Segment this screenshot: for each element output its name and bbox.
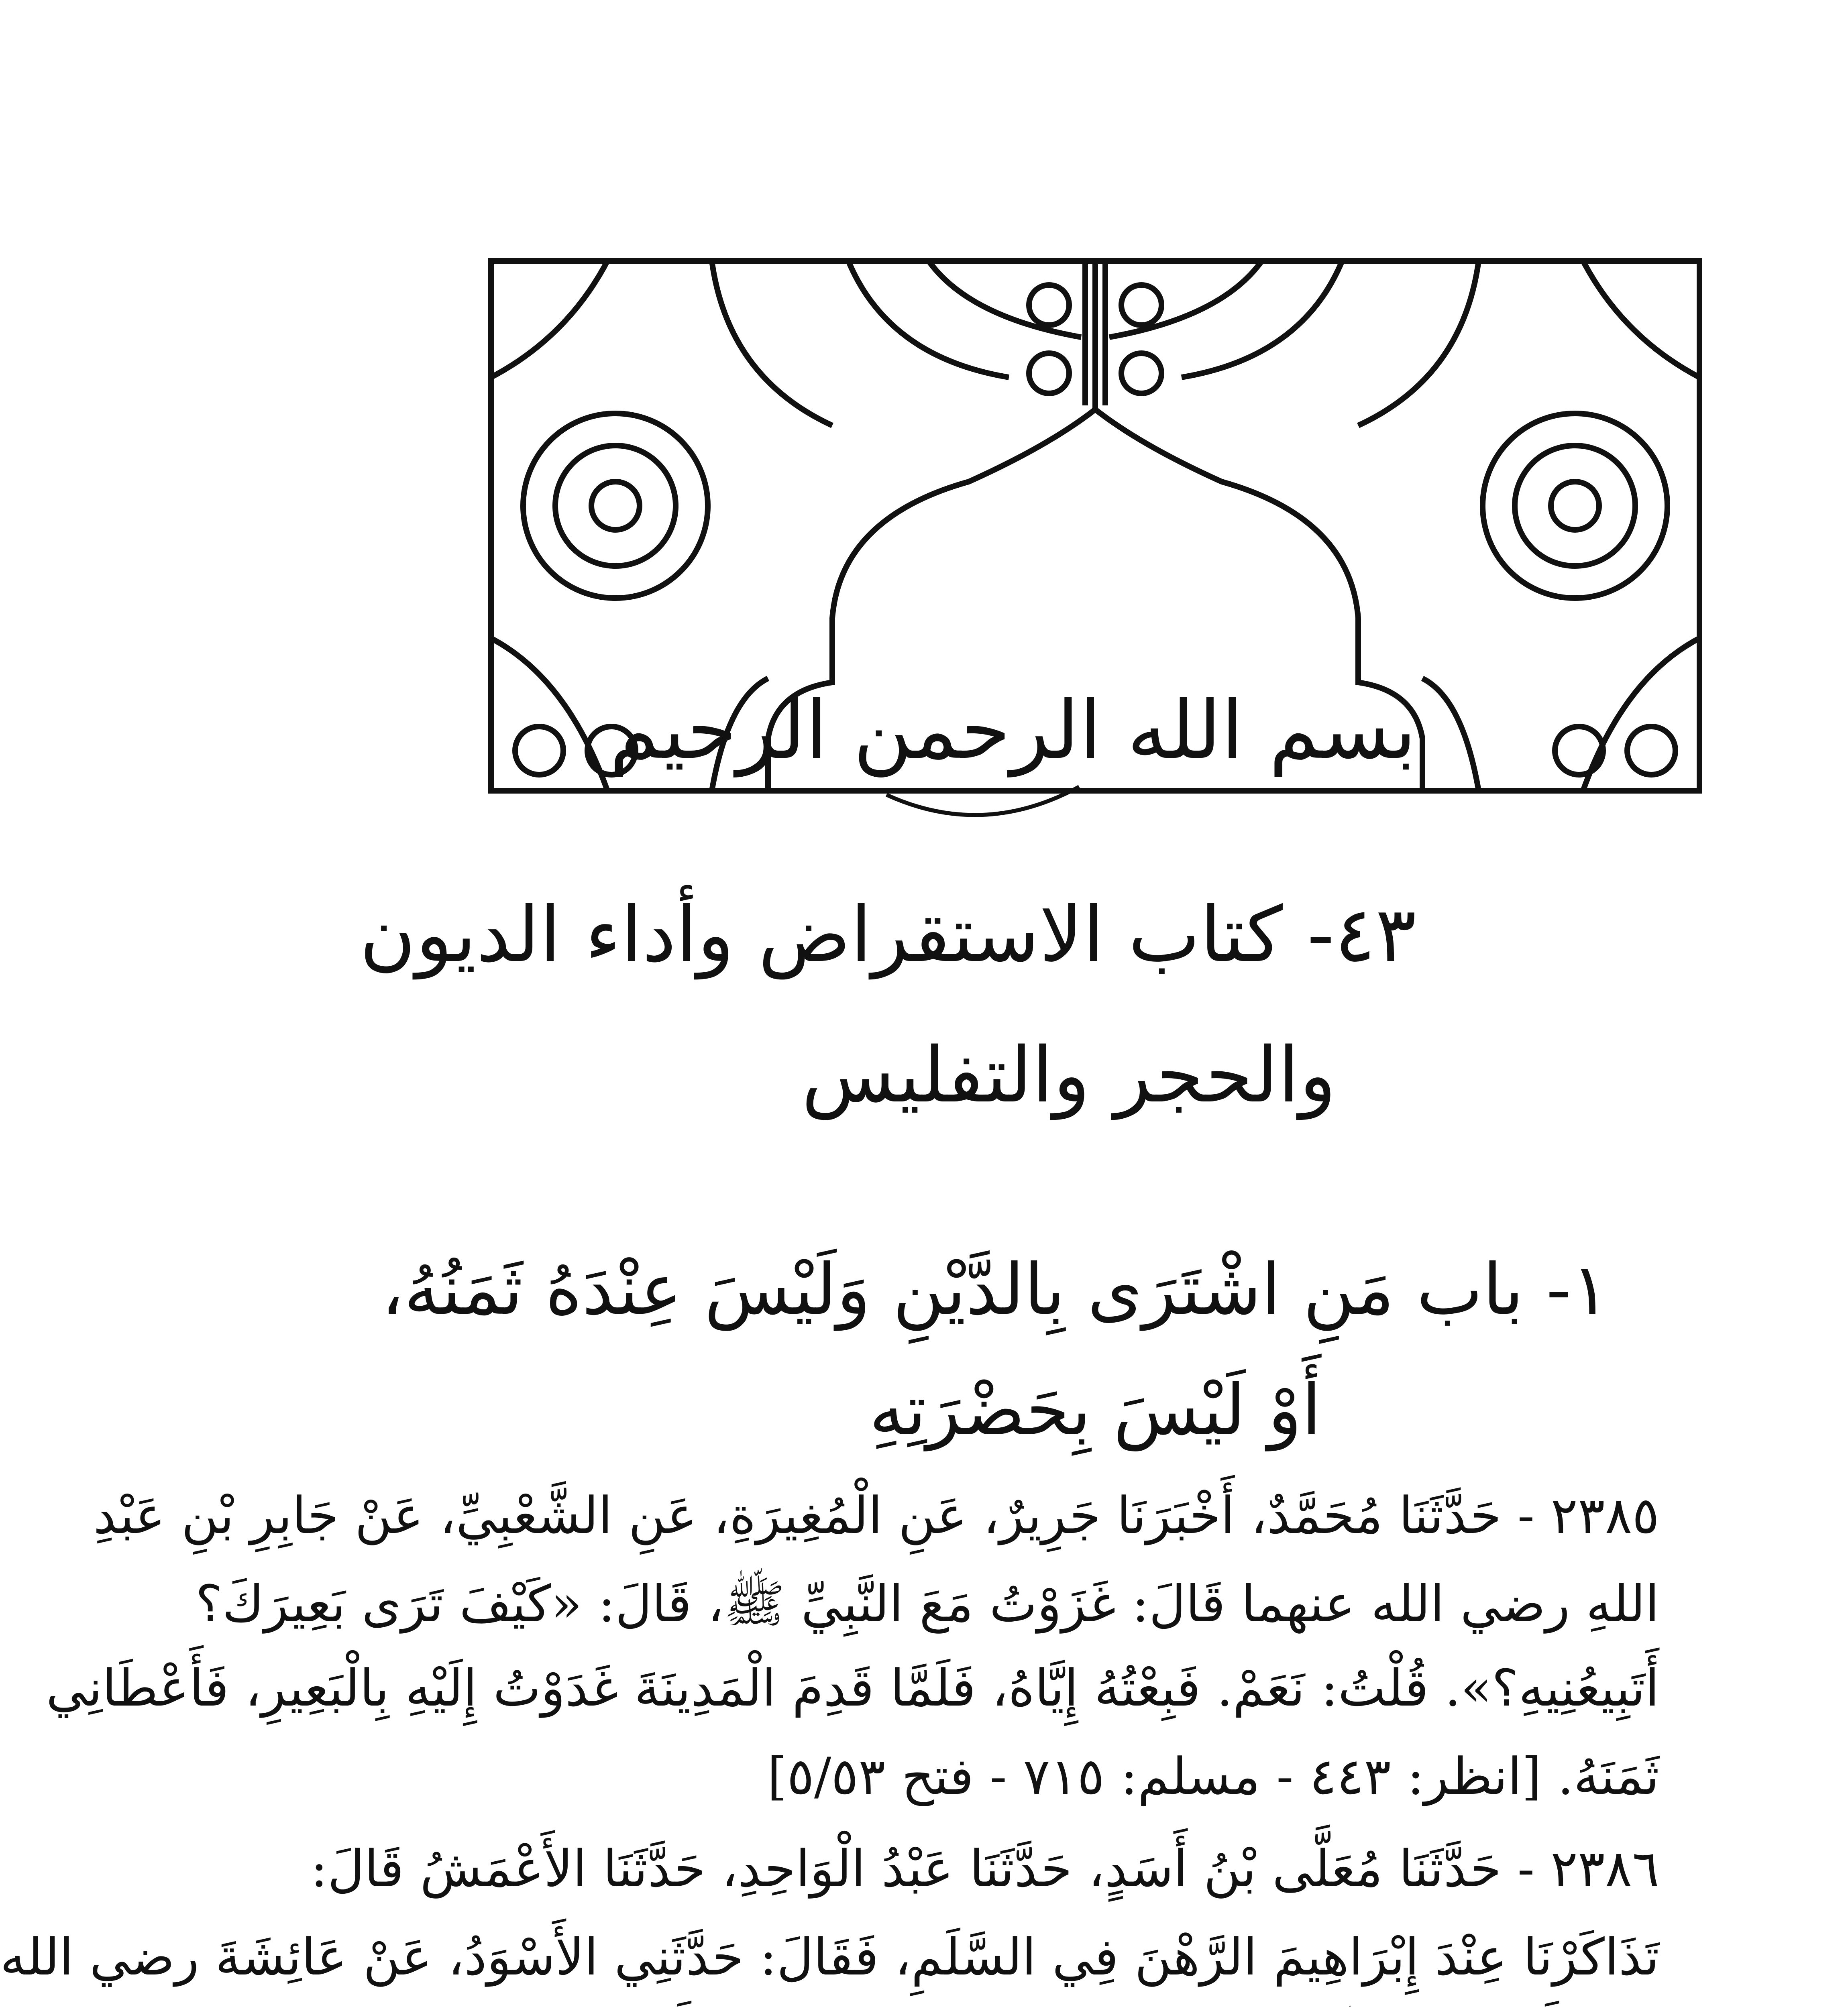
hadith-line: ٢٣٨٥ - حَدَّثَنَا مُحَمَّدٌ، أَخْبَرَنَا جَرِيرٌ، عَنِ الْمُغِيرَةِ، عَنِ الشَّعْبِيِّ، عَنْ جَابِرِ بْنِ عَبْدِ: [93, 1486, 1659, 1545]
hadith-line: أَتَبِيعُنِيهِ؟». قُلْتُ: نَعَمْ. فَبِعْتُهُ إِيَّاهُ، فَلَمَّا قَدِمَ الْمَدِينَةَ غَدَوْتُ إِلَيْهِ بِالْبَعِيرِ، فَأَعْطَانِي: [46, 1659, 1659, 1718]
hadith-line: ٢٣٨٦ - حَدَّثَنَا مُعَلَّى بْنُ أَسَدٍ، حَدَّثَنَا عَبْدُ الْوَاحِدِ، حَدَّثَنَا الأَعْمَشُ قَالَ:: [310, 1839, 1659, 1898]
hadith-reference: ثَمَنَهُ. [انظر: ٤٤٣ - مسلم: ٧١٥ - فتح ٥/٥٣]: [767, 1747, 1659, 1806]
book-title-continuation: والحجر والتفليس: [801, 1031, 1336, 1120]
chapter-heading: ١- باب مَنِ اشْتَرَى بِالدَّيْنِ وَلَيْسَ عِنْدَهُ ثَمَنُهُ،: [381, 1249, 1609, 1331]
chapter-heading-continuation: أَوْ لَيْسَ بِحَضْرَتِهِ: [869, 1370, 1322, 1451]
book-title: ٤٣- كتاب الاستقراض وأداء الديون: [359, 890, 1416, 979]
hadith-line: اللهِ رضي الله عنهما قَالَ: غَزَوْتُ مَعَ النَّبِيِّ ﷺ، قَالَ: «كَيْفَ تَرَى بَعِيرَكَ؟: [195, 1574, 1659, 1633]
basmala: بسم الله الرحمن الرحيم: [609, 684, 1416, 777]
hadith-line: تَذَاكَرْنَا عِنْدَ إِبْرَاهِيمَ الرَّهْنَ فِي السَّلَمِ، فَقَالَ: حَدَّثَنِي الأَسْوَدُ، عَنْ عَائِشَةَ رضي الله: [0, 1928, 1659, 1987]
basmala-flourish: [882, 763, 1083, 831]
